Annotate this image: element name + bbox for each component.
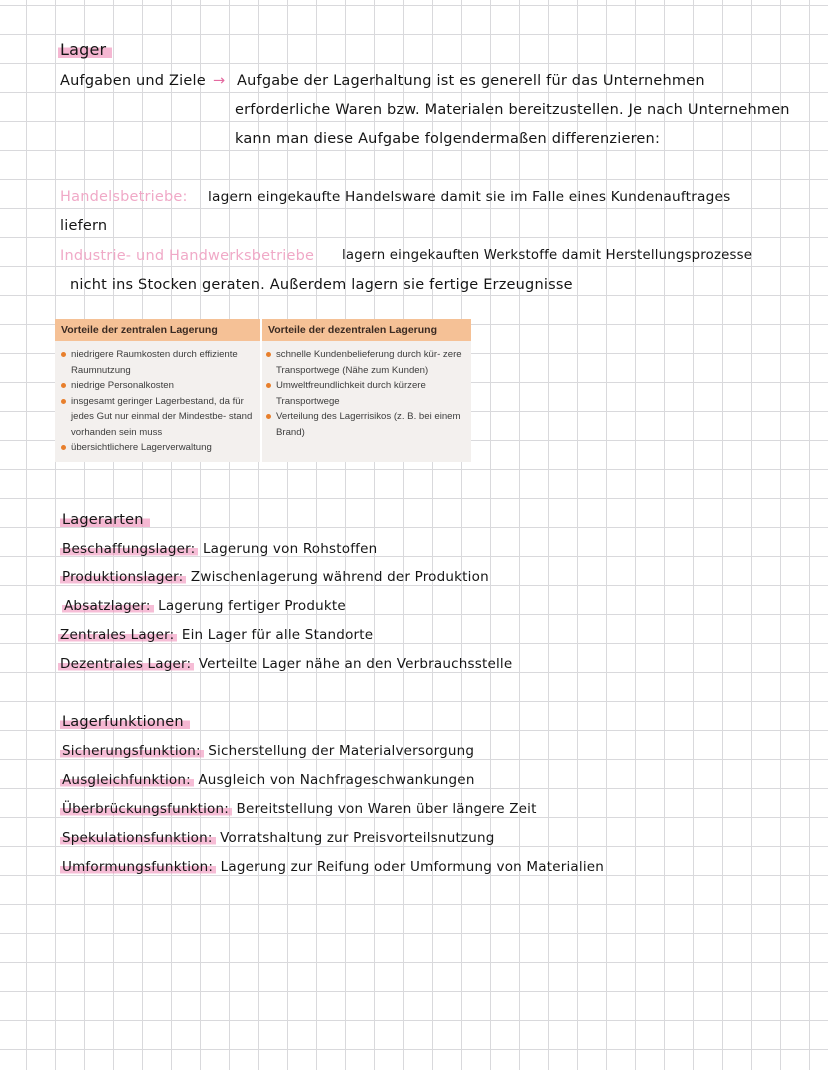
lagerart-row: Dezentrales Lager: Verteilte Lager nähe an den Verbrauchsstelle bbox=[60, 656, 513, 672]
business-label-handel: Handelsbetriebe: bbox=[60, 189, 188, 205]
list-item: schnelle Kundenbelieferung durch kür- zere Transportwege (Nähe zum Kunden) bbox=[266, 347, 466, 378]
lagerart-row: Absatzlager: Lagerung fertiger Produkte bbox=[64, 598, 346, 614]
arrow-right-icon: → bbox=[213, 73, 226, 89]
table-header-decentral: Vorteile der dezentralen Lagerung bbox=[262, 319, 471, 341]
central-advantages-list bbox=[61, 347, 257, 456]
list-item: übersichtlichere Lagerverwaltung bbox=[61, 440, 257, 456]
intro-label: Aufgaben und Ziele bbox=[60, 73, 206, 89]
decentral-advantages-list bbox=[266, 347, 466, 440]
list-item: insgesamt geringer Lagerbestand, da für jedes Gut nur einmal der Mindestbe- stand vorhanden sein muss bbox=[61, 394, 257, 441]
intro-line-3: kann man diese Aufgabe folgendermaßen differenzieren: bbox=[235, 131, 661, 147]
comparison-table bbox=[55, 319, 471, 462]
lagerfunktion-row: Ausgleichfunktion: Ausgleich von Nachfrageschwankungen bbox=[62, 772, 475, 788]
business-text-handel-1: lagern eingekaufte Handelsware damit sie im Falle eines Kundenauftrages bbox=[208, 189, 731, 205]
lagerart-row: Zentrales Lager: Ein Lager für alle Standorte bbox=[60, 627, 374, 643]
intro-line-2: erforderliche Waren bzw. Materialen bereitzustellen. Je nach Unternehmen bbox=[235, 102, 790, 118]
intro-line-1: Aufgabe der Lagerhaltung ist es generell für das Unternehmen bbox=[237, 73, 705, 89]
lagerart-row: Beschaffungslager: Lagerung von Rohstoffen bbox=[62, 541, 378, 557]
page-title: Lager bbox=[58, 41, 112, 59]
business-text-industrie-1: lagern eingekauften Werkstoffe damit Herstellungsprozesse bbox=[342, 248, 753, 263]
lagerfunktionen-title: Lagerfunktionen bbox=[60, 713, 190, 731]
list-item: niedrigere Raumkosten durch effiziente Raumnutzung bbox=[61, 347, 257, 378]
lagerfunktion-row: Umformungsfunktion: Lagerung zur Reifung oder Umformung von Materialien bbox=[62, 859, 605, 875]
lagerart-row: Produktionslager: Zwischenlagerung während der Produktion bbox=[62, 569, 489, 585]
list-item: niedrige Personalkosten bbox=[61, 378, 257, 394]
business-text-handel-2: liefern bbox=[60, 218, 108, 234]
lagerfunktion-row: Überbrückungsfunktion: Bereitstellung von Waren über längere Zeit bbox=[62, 801, 537, 817]
lagerarten-title: Lagerarten bbox=[60, 511, 150, 529]
table-divider bbox=[260, 319, 262, 462]
list-item: Verteilung des Lagerrisikos (z. B. bei einem Brand) bbox=[266, 409, 466, 440]
business-text-industrie-2: nicht ins Stocken geraten. Außerdem lagern sie fertige Erzeugnisse bbox=[70, 277, 573, 293]
list-item: Umweltfreundlichkeit durch kürzere Transportwege bbox=[266, 378, 466, 409]
lagerfunktion-row: Sicherungsfunktion: Sicherstellung der Materialversorgung bbox=[62, 743, 475, 759]
lagerfunktion-row: Spekulationsfunktion: Vorratshaltung zur Preisvorteilsnutzung bbox=[62, 830, 495, 846]
business-label-industrie: Industrie- und Handwerksbetriebe bbox=[60, 248, 315, 264]
table-header-central: Vorteile der zentralen Lagerung bbox=[55, 319, 260, 341]
